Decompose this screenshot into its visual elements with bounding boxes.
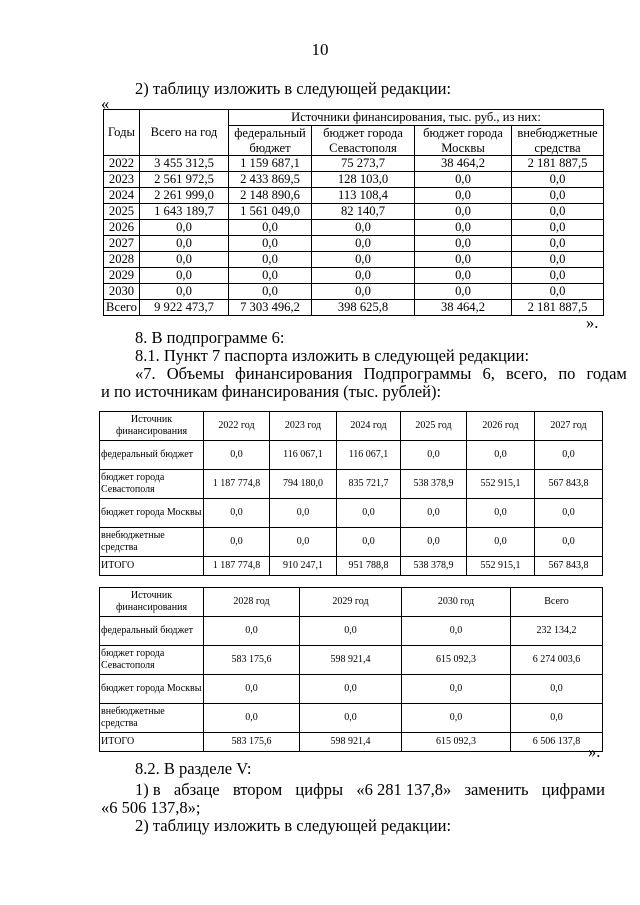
cell: 2 181 887,5 bbox=[512, 156, 604, 172]
word: втором bbox=[232, 780, 283, 799]
cell: 2 433 869,5 bbox=[229, 172, 312, 188]
table-row bbox=[104, 284, 604, 300]
col-header-year: 2029 год bbox=[300, 588, 402, 617]
table-row bbox=[104, 172, 604, 188]
cell: 0,0 bbox=[415, 172, 512, 188]
cell: 2025 bbox=[104, 204, 140, 220]
cell: 0,0 bbox=[512, 284, 604, 300]
cell: 0,0 bbox=[312, 236, 415, 252]
subprogram6-funding-2022-2027-table bbox=[99, 411, 603, 576]
close-quote-2: ». bbox=[588, 742, 601, 761]
table-row bbox=[104, 268, 604, 284]
cell: 615 092,3 bbox=[402, 733, 511, 752]
table-row bbox=[100, 704, 603, 733]
cell: 2 261 999,0 bbox=[140, 188, 229, 204]
cell: 1 187 774,8 bbox=[204, 470, 270, 499]
word: цифры bbox=[295, 780, 344, 799]
word: заменить bbox=[464, 780, 529, 799]
cell: 75 273,7 bbox=[312, 156, 415, 172]
cell: 0,0 bbox=[415, 188, 512, 204]
cell: 0,0 bbox=[300, 617, 402, 646]
row-label: федеральный бюджет bbox=[100, 617, 204, 646]
cell: 0,0 bbox=[401, 528, 467, 557]
table-row bbox=[104, 236, 604, 252]
cell: 0,0 bbox=[337, 528, 401, 557]
cell: 0,0 bbox=[535, 528, 603, 557]
section-8-2-heading: 8.2. В разделе V: bbox=[135, 759, 252, 778]
col-header-year: 2025 год bbox=[401, 412, 467, 441]
cell: 0,0 bbox=[300, 675, 402, 704]
cell: 116 067,1 bbox=[337, 441, 401, 470]
cell: 0,0 bbox=[415, 220, 512, 236]
col-header-year: 2028 год bbox=[204, 588, 300, 617]
table-row bbox=[100, 470, 603, 499]
cell: 1 159 687,1 bbox=[229, 156, 312, 172]
cell: 0,0 bbox=[204, 441, 270, 470]
col-header-moscow: бюджет города Москвы bbox=[415, 126, 512, 156]
col-header-year: 2030 год bbox=[402, 588, 511, 617]
cell: 38 464,2 bbox=[415, 300, 512, 316]
cell: 116 067,1 bbox=[270, 441, 337, 470]
col-header-total: Всего bbox=[511, 588, 603, 617]
word: 1) в bbox=[135, 780, 161, 799]
col-header-sources: Источники финансирования, тыс. руб., из них: bbox=[229, 110, 604, 126]
cell: 0,0 bbox=[300, 704, 402, 733]
cell: 0,0 bbox=[312, 252, 415, 268]
row-label: бюджет города Севастополя bbox=[100, 646, 204, 675]
cell: 0,0 bbox=[415, 284, 512, 300]
section-8-heading: 8. В подпрограмме 6: bbox=[135, 328, 285, 347]
item-1-line-a bbox=[135, 780, 605, 799]
item-1-line-b: «6 506 137,8»; bbox=[101, 798, 201, 817]
cell: 0,0 bbox=[270, 499, 337, 528]
cell: 232 134,2 bbox=[511, 617, 603, 646]
cell: 9 922 473,7 bbox=[140, 300, 229, 316]
table-total-row bbox=[100, 733, 603, 752]
col-header-year: 2026 год bbox=[467, 412, 535, 441]
cell: 835 721,7 bbox=[337, 470, 401, 499]
col-header-year: 2024 год bbox=[337, 412, 401, 441]
cell: 0,0 bbox=[467, 528, 535, 557]
cell: 0,0 bbox=[415, 268, 512, 284]
cell: 0,0 bbox=[312, 268, 415, 284]
cell: 0,0 bbox=[270, 528, 337, 557]
cell: 0,0 bbox=[204, 617, 300, 646]
cell: 615 092,3 bbox=[402, 646, 511, 675]
cell: 0,0 bbox=[140, 284, 229, 300]
item-7-line-a: «7. Объемы финансирования Подпрограммы 6, всего, по годам bbox=[135, 364, 627, 383]
cell: 0,0 bbox=[512, 204, 604, 220]
cell: 0,0 bbox=[402, 704, 511, 733]
cell: 951 788,8 bbox=[337, 557, 401, 576]
cell: 0,0 bbox=[512, 236, 604, 252]
cell: 0,0 bbox=[229, 252, 312, 268]
cell: 552 915,1 bbox=[467, 470, 535, 499]
cell: 2028 bbox=[104, 252, 140, 268]
col-header-federal: федеральный бюджет bbox=[229, 126, 312, 156]
cell: Всего bbox=[104, 300, 140, 316]
cell: 0,0 bbox=[535, 499, 603, 528]
cell: 0,0 bbox=[140, 236, 229, 252]
cell: 0,0 bbox=[512, 172, 604, 188]
cell: 2 181 887,5 bbox=[512, 300, 604, 316]
subprogram6-funding-2028-2030-table bbox=[99, 587, 603, 752]
cell: 6 274 003,6 bbox=[511, 646, 603, 675]
cell: 0,0 bbox=[204, 704, 300, 733]
cell: 0,0 bbox=[229, 236, 312, 252]
cell: 2027 bbox=[104, 236, 140, 252]
word: цифрами bbox=[541, 780, 605, 799]
row-label: бюджет города Москвы bbox=[100, 499, 204, 528]
table-row bbox=[100, 441, 603, 470]
cell: 0,0 bbox=[312, 284, 415, 300]
cell: 552 915,1 bbox=[467, 557, 535, 576]
cell: 2029 bbox=[104, 268, 140, 284]
cell: 2030 bbox=[104, 284, 140, 300]
cell: 0,0 bbox=[229, 268, 312, 284]
col-header-sevastopol: бюджет города Севастополя bbox=[312, 126, 415, 156]
cell: 0,0 bbox=[512, 252, 604, 268]
cell: 0,0 bbox=[402, 675, 511, 704]
cell: 0,0 bbox=[415, 252, 512, 268]
cell: 1 187 774,8 bbox=[204, 557, 270, 576]
cell: 0,0 bbox=[512, 188, 604, 204]
cell: 0,0 bbox=[511, 704, 603, 733]
table-row bbox=[100, 528, 603, 557]
cell: 567 843,8 bbox=[535, 470, 603, 499]
cell: 0,0 bbox=[229, 220, 312, 236]
cell: 82 140,7 bbox=[312, 204, 415, 220]
cell: 3 455 312,5 bbox=[140, 156, 229, 172]
table-row bbox=[104, 252, 604, 268]
cell: 910 247,1 bbox=[270, 557, 337, 576]
cell: 0,0 bbox=[402, 617, 511, 646]
table-row bbox=[100, 646, 603, 675]
row-label: бюджет города Москвы bbox=[100, 675, 204, 704]
col-header-year: 2027 год bbox=[535, 412, 603, 441]
table-intro-line: 2) таблицу изложить в следующей редакции: bbox=[135, 79, 452, 98]
cell: 567 843,8 bbox=[535, 557, 603, 576]
cell: 0,0 bbox=[229, 284, 312, 300]
row-label: федеральный бюджет bbox=[100, 441, 204, 470]
cell: 7 303 496,2 bbox=[229, 300, 312, 316]
cell: 0,0 bbox=[401, 441, 467, 470]
table-total-row bbox=[100, 557, 603, 576]
cell: 1 561 049,0 bbox=[229, 204, 312, 220]
table-total-row bbox=[104, 300, 604, 316]
close-quote-1: ». bbox=[586, 313, 599, 332]
section-8-1-line: 8.1. Пункт 7 паспорта изложить в следующей редакции: bbox=[135, 346, 530, 365]
cell: 0,0 bbox=[140, 220, 229, 236]
col-header-year: 2023 год bbox=[270, 412, 337, 441]
col-header-source: Источник финансирования bbox=[100, 588, 204, 617]
cell: 0,0 bbox=[204, 675, 300, 704]
word: «6 281 137,8» bbox=[356, 780, 452, 799]
col-header-years: Годы bbox=[104, 110, 140, 156]
cell: 538 378,9 bbox=[401, 557, 467, 576]
table-row bbox=[104, 220, 604, 236]
cell: 2022 bbox=[104, 156, 140, 172]
page-number: 10 bbox=[311, 40, 329, 59]
cell: 0,0 bbox=[140, 252, 229, 268]
cell: 598 921,4 bbox=[300, 646, 402, 675]
cell: 794 180,0 bbox=[270, 470, 337, 499]
cell: 0,0 bbox=[312, 220, 415, 236]
cell: 6 506 137,8 bbox=[511, 733, 603, 752]
cell: 0,0 bbox=[467, 499, 535, 528]
cell: 0,0 bbox=[415, 204, 512, 220]
cell: 0,0 bbox=[535, 441, 603, 470]
row-label: бюджет города Севастополя bbox=[100, 470, 204, 499]
cell: 398 625,8 bbox=[312, 300, 415, 316]
item-2-line: 2) таблицу изложить в следующей редакции: bbox=[135, 816, 452, 835]
cell: 2 561 972,5 bbox=[140, 172, 229, 188]
table-row bbox=[100, 617, 603, 646]
cell: 113 108,4 bbox=[312, 188, 415, 204]
cell: 0,0 bbox=[204, 528, 270, 557]
open-quote: « bbox=[101, 94, 110, 113]
col-header-year: 2022 год bbox=[204, 412, 270, 441]
cell: 583 175,6 bbox=[204, 646, 300, 675]
cell: 583 175,6 bbox=[204, 733, 300, 752]
cell: 0,0 bbox=[401, 499, 467, 528]
cell: 0,0 bbox=[204, 499, 270, 528]
cell: 0,0 bbox=[467, 441, 535, 470]
cell: 1 643 189,7 bbox=[140, 204, 229, 220]
table-row bbox=[100, 675, 603, 704]
cell: 0,0 bbox=[511, 675, 603, 704]
cell: 2024 bbox=[104, 188, 140, 204]
row-label: внебюджетные средства bbox=[100, 704, 204, 733]
cell: 2023 bbox=[104, 172, 140, 188]
cell: 538 378,9 bbox=[401, 470, 467, 499]
col-header-total: Всего на год bbox=[140, 110, 229, 156]
cell: 0,0 bbox=[512, 220, 604, 236]
row-label: ИТОГО bbox=[100, 557, 204, 576]
item-7-line-b: и по источникам финансирования (тыс. рублей): bbox=[101, 382, 442, 401]
cell: 2026 bbox=[104, 220, 140, 236]
word: абзаце bbox=[173, 780, 220, 799]
cell: 598 921,4 bbox=[300, 733, 402, 752]
funding-by-year-table bbox=[103, 109, 604, 316]
cell: 38 464,2 bbox=[415, 156, 512, 172]
cell: 0,0 bbox=[140, 268, 229, 284]
cell: 0,0 bbox=[337, 499, 401, 528]
cell: 128 103,0 bbox=[312, 172, 415, 188]
table-row bbox=[104, 188, 604, 204]
col-header-extrabudget: внебюджетные средства bbox=[512, 126, 604, 156]
cell: 0,0 bbox=[512, 268, 604, 284]
col-header-source: Источник финансирования bbox=[100, 412, 204, 441]
row-label: ИТОГО bbox=[100, 733, 204, 752]
row-label: внебюджетные средства bbox=[100, 528, 204, 557]
table-row bbox=[100, 499, 603, 528]
cell: 0,0 bbox=[415, 236, 512, 252]
table-row bbox=[104, 204, 604, 220]
cell: 2 148 890,6 bbox=[229, 188, 312, 204]
table-row bbox=[104, 156, 604, 172]
